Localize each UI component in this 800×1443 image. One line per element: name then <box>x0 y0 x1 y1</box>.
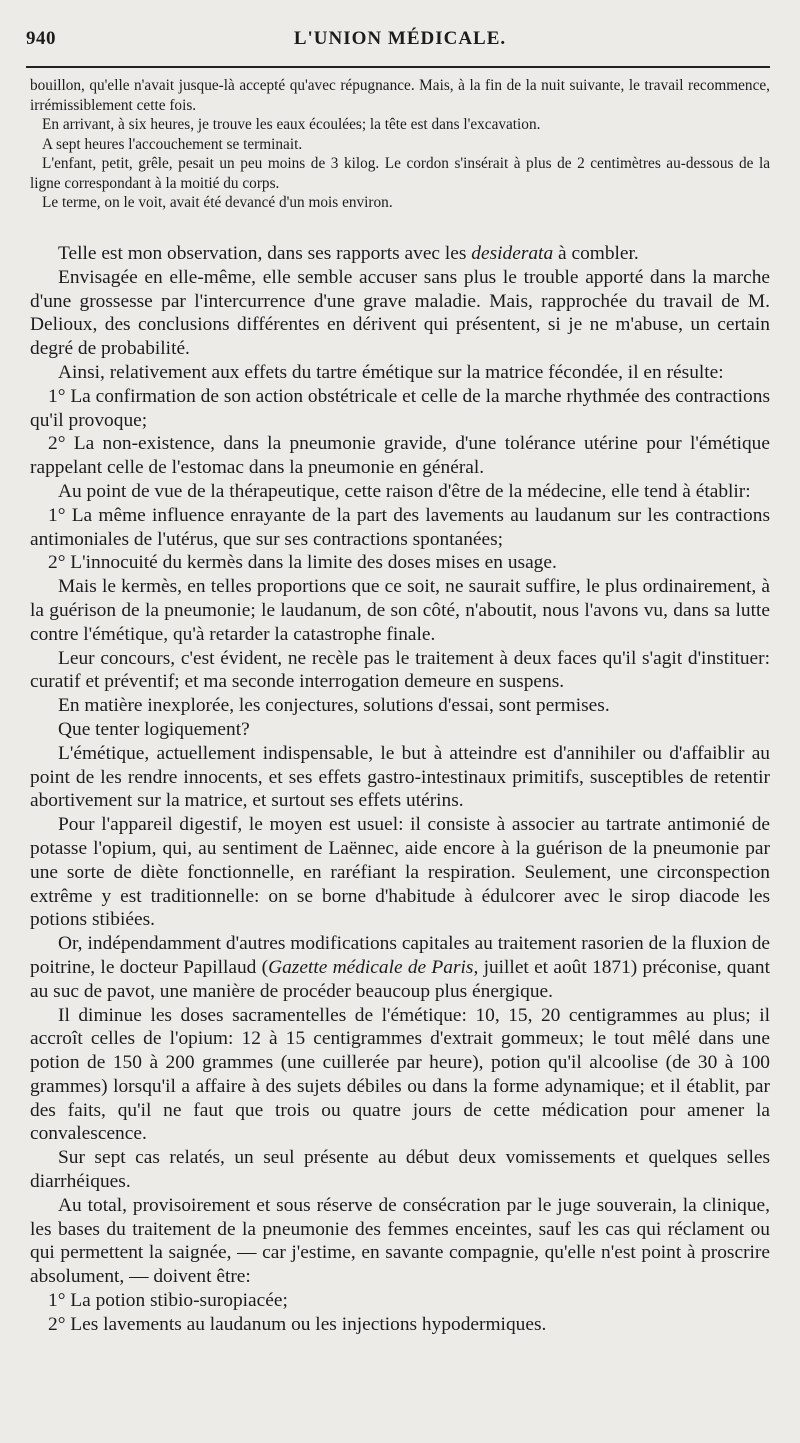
body-paragraph <box>30 932 770 1003</box>
header-rule <box>26 66 770 68</box>
paragraph-text: , juillet et août 1871) préconise, quant au suc de pavot, une manière de procéder beaucoup plus énergique. <box>30 956 771 1002</box>
page-number: 940 <box>26 28 56 49</box>
citation-text: Gazette médicale de Paris <box>268 956 474 978</box>
page-header <box>26 22 774 62</box>
observation-paragraph: bouillon, qu'elle n'avait jusque-là accepté qu'avec répugnance. Mais, à la fin de la nuit suivante, le travail recommence, irrémissiblement cette fois. <box>30 77 770 114</box>
journal-title: L'UNION MÉDICALE. <box>293 28 507 49</box>
list-item: 2° Les lavements au laudanum ou les injections hypodermiques. <box>48 1313 547 1335</box>
body-paragraph: Que tenter logiquement? <box>58 718 250 740</box>
paragraph-text: Or, indépendamment d'autres modifications capitales au traitement rasorien de la fluxion de poitrine, le docteur Papillaud ( <box>30 933 770 978</box>
emphasis-text: desiderata <box>471 243 554 264</box>
body-paragraph: Il diminue les doses sacramentelles de l'émétique: 10, 15, 20 centigrammes au plus; il accroît celles de l'opium: 12 à 15 centigrammes d'extrait gommeux; le tout mêlé dans une potion de 150 à 200 grammes (une cuillerée par heure), potion qu'il alcoolise (de 30 à 100 grammes) lorsqu'il a affaire à des sujets débiles ou dans la forme adynamique; et il établit, par des faits, qu'il ne faut que trois ou quatre jours de cette médication pour amener la convalescence. <box>30 1004 770 1145</box>
observation-paragraph: L'enfant, petit, grêle, pesait un peu moins de 3 kilog. Le cordon s'insérait à plus de 2 centimètres au-dessous de la ligne correspondant à la moitié du corps. <box>30 155 770 192</box>
list-item: 1° La confirmation de son action obstétricale et celle de la marche rhythmée des contractions qu'il provoque; <box>30 385 770 431</box>
body-paragraph: Ainsi, relativement aux effets du tartre émétique sur la matrice fécondée, il en résulte: <box>58 361 724 383</box>
list-item: 2° La non-existence, dans la pneumonie gravide, d'une tolérance utérine pour l'émétique rappelant celle de l'estomac dans la pneumonie en général. <box>30 433 770 479</box>
body-paragraph: L'émétique, actuellement indispensable, le but à atteindre est d'annihiler ou d'affaiblir au point de les rendre innocents, et ses effets gastro-intestinaux primitifs, susceptibles de retentir abortivement sur la matrice, et surtout ses effets utérins. <box>30 742 770 812</box>
body-paragraph: Pour l'appareil digestif, le moyen est usuel: il consiste à associer au tartrate antimonié de potasse l'opium, qui, au sentiment de Laënnec, aide encore à la guérison de la pneumonie par une sorte de diète fonctionnelle, en raréfiant la respiration. Seulement, une circonspection extrême y est traditionnelle: on se borne d'habitude à édulcorer avec le sirop diacode les potions stibiées. <box>30 814 770 931</box>
body-paragraph: Sur sept cas relatés, un seul présente au début deux vomissements et quelques selles diarrhéiques. <box>30 1147 770 1193</box>
body-paragraph: En matière inexplorée, les conjectures, solutions d'essai, sont permises. <box>58 695 610 717</box>
body-paragraph: Au total, provisoirement et sous réserve de consécration par le juge souverain, la clinique, les bases du traitement de la pneumonie des femmes enceintes, sauf les cas qui réclament ou qui permettent la saignée, — car j'estime, en savante compagnie, qu'elle n'est point à proscrire absolument, — doivent être: <box>30 1194 770 1288</box>
body-paragraph <box>30 242 770 266</box>
body-paragraph: Mais le kermès, en telles proportions que ce soit, ne saurait suffire, le plus ordinairement, à la guérison de la pneumonie; le laudanum, de son côté, n'aboutit, nous l'avons vu, dans sa lutte contre l'émétique, qu'à retarder la catastrophe finale. <box>30 576 770 645</box>
body-paragraph: Envisagée en elle-même, elle semble accuser sans plus le trouble apporté dans la marche d'une grossesse par l'intercurrence d'une grave maladie. Mais, rapprochée du travail de M. Delioux, des conclusions différentes en dérivent qui présentent, si je ne m'abuse, un certain degré de probabilité. <box>30 266 770 360</box>
main-text <box>30 242 770 1337</box>
observation-paragraph: En arrivant, à six heures, je trouve les eaux écoulées; la tête est dans l'excavation. <box>42 116 541 133</box>
list-item: 1° La potion stibio-suropiacée; <box>48 1290 288 1312</box>
paragraph-text: à combler. <box>553 243 639 264</box>
list-item: 1° La même influence enrayante de la part des lavements au laudanum sur les contractions antimoniales de l'utérus, que sur ses contractions spontanées; <box>30 504 770 550</box>
observation-text <box>30 76 770 213</box>
observation-paragraph: A sept heures l'accouchement se terminait. <box>42 135 303 153</box>
observation-paragraph: Le terme, on le voit, avait été devancé d'un mois environ. <box>42 194 393 211</box>
body-paragraph: Au point de vue de la thérapeutique, cette raison d'être de la médecine, elle tend à établir: <box>58 480 751 502</box>
paragraph-text: Telle est mon observation, dans ses rapports avec les <box>58 243 472 264</box>
list-item: 2° L'innocuité du kermès dans la limite des doses mises en usage. <box>48 552 557 574</box>
body-paragraph: Leur concours, c'est évident, ne recèle pas le traitement à deux faces qu'il s'agit d'instituer: curatif et préventif; et ma seconde interrogation demeure en suspens. <box>30 647 770 693</box>
